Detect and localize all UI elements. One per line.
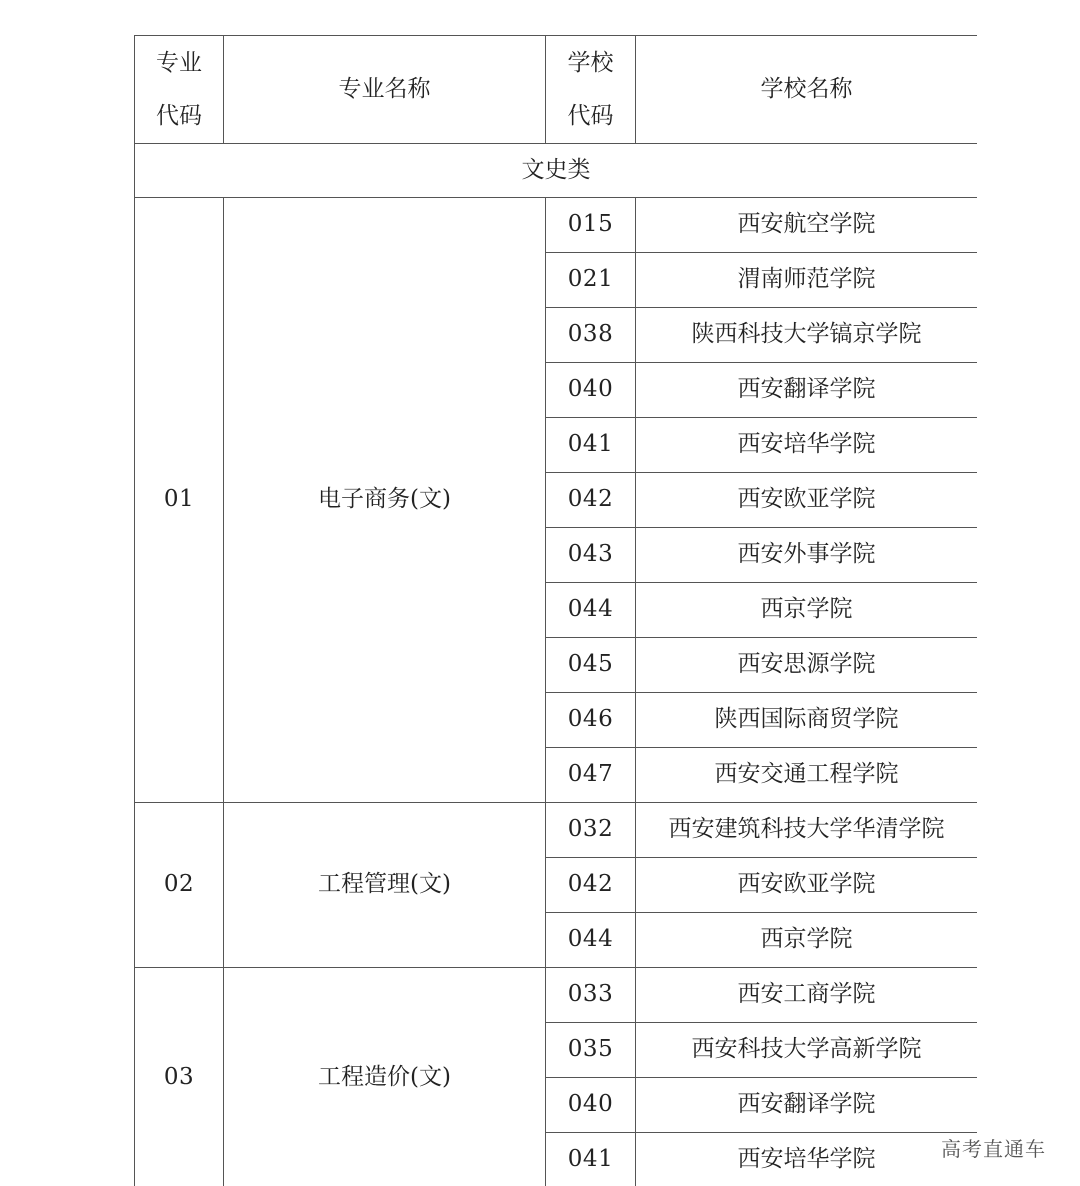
school-name-cell: 渭南师范学院 bbox=[636, 253, 978, 308]
school-name-cell: 西京学院 bbox=[636, 583, 978, 638]
table-row bbox=[135, 198, 978, 253]
school-name-cell: 西安思源学院 bbox=[636, 638, 978, 693]
school-code-cell: 040 bbox=[546, 363, 636, 418]
school-code-cell: 015 bbox=[546, 198, 636, 253]
school-code-cell: 035 bbox=[546, 1023, 636, 1078]
table-header-row bbox=[135, 36, 978, 144]
school-code-cell: 044 bbox=[546, 913, 636, 968]
school-code-cell: 033 bbox=[546, 968, 636, 1023]
major-code-cell: 01 bbox=[135, 198, 224, 803]
school-code-cell: 038 bbox=[546, 308, 636, 363]
school-code-cell: 021 bbox=[546, 253, 636, 308]
header-major-code bbox=[135, 36, 224, 144]
school-name-cell: 西安培华学院 bbox=[636, 1133, 978, 1186]
school-name-cell: 陕西国际商贸学院 bbox=[636, 693, 978, 748]
watermark-text: 高考直通车 bbox=[941, 1137, 1046, 1161]
school-name-cell: 陕西科技大学镐京学院 bbox=[636, 308, 978, 363]
section-row bbox=[135, 144, 978, 198]
school-code-cell: 046 bbox=[546, 693, 636, 748]
school-name-cell: 西安翻译学院 bbox=[636, 1078, 978, 1133]
school-name-cell: 西安培华学院 bbox=[636, 418, 978, 473]
school-code-cell: 041 bbox=[546, 1133, 636, 1186]
school-name-cell: 西安工商学院 bbox=[636, 968, 978, 1023]
header-school-name: 学校名称 bbox=[636, 36, 978, 144]
header-major-code-line1: 专业 bbox=[156, 49, 202, 76]
school-name-cell: 西安外事学院 bbox=[636, 528, 978, 583]
school-name-cell: 西京学院 bbox=[636, 913, 978, 968]
school-code-cell: 042 bbox=[546, 473, 636, 528]
school-name-cell: 西安翻译学院 bbox=[636, 363, 978, 418]
major-school-table bbox=[134, 35, 977, 1186]
header-school-code-line2: 代码 bbox=[567, 102, 614, 129]
header-school-code bbox=[546, 36, 636, 144]
school-code-cell: 041 bbox=[546, 418, 636, 473]
school-name-cell: 西安欧亚学院 bbox=[636, 473, 978, 528]
school-code-cell: 047 bbox=[546, 748, 636, 803]
header-major-name: 专业名称 bbox=[224, 36, 546, 144]
major-name-cell: 工程造价(文) bbox=[224, 968, 546, 1186]
table-row bbox=[135, 968, 978, 1023]
school-code-cell: 042 bbox=[546, 858, 636, 913]
school-name-cell: 西安欧亚学院 bbox=[636, 858, 978, 913]
school-code-cell: 044 bbox=[546, 583, 636, 638]
school-code-cell: 032 bbox=[546, 803, 636, 858]
header-major-code-line2: 代码 bbox=[156, 102, 202, 129]
school-code-cell: 043 bbox=[546, 528, 636, 583]
section-title: 文史类 bbox=[135, 144, 978, 198]
table-row bbox=[135, 803, 978, 858]
major-name-cell: 电子商务(文) bbox=[224, 198, 546, 803]
major-code-cell: 02 bbox=[135, 803, 224, 968]
school-code-cell: 045 bbox=[546, 638, 636, 693]
admissions-table-container bbox=[134, 35, 977, 1186]
school-code-cell: 040 bbox=[546, 1078, 636, 1133]
major-name-cell: 工程管理(文) bbox=[224, 803, 546, 968]
school-name-cell: 西安建筑科技大学华清学院 bbox=[636, 803, 978, 858]
major-code-cell: 03 bbox=[135, 968, 224, 1186]
school-name-cell: 西安交通工程学院 bbox=[636, 748, 978, 803]
school-name-cell: 西安航空学院 bbox=[636, 198, 978, 253]
school-name-cell: 西安科技大学高新学院 bbox=[636, 1023, 978, 1078]
header-school-code-line1: 学校 bbox=[567, 49, 614, 76]
